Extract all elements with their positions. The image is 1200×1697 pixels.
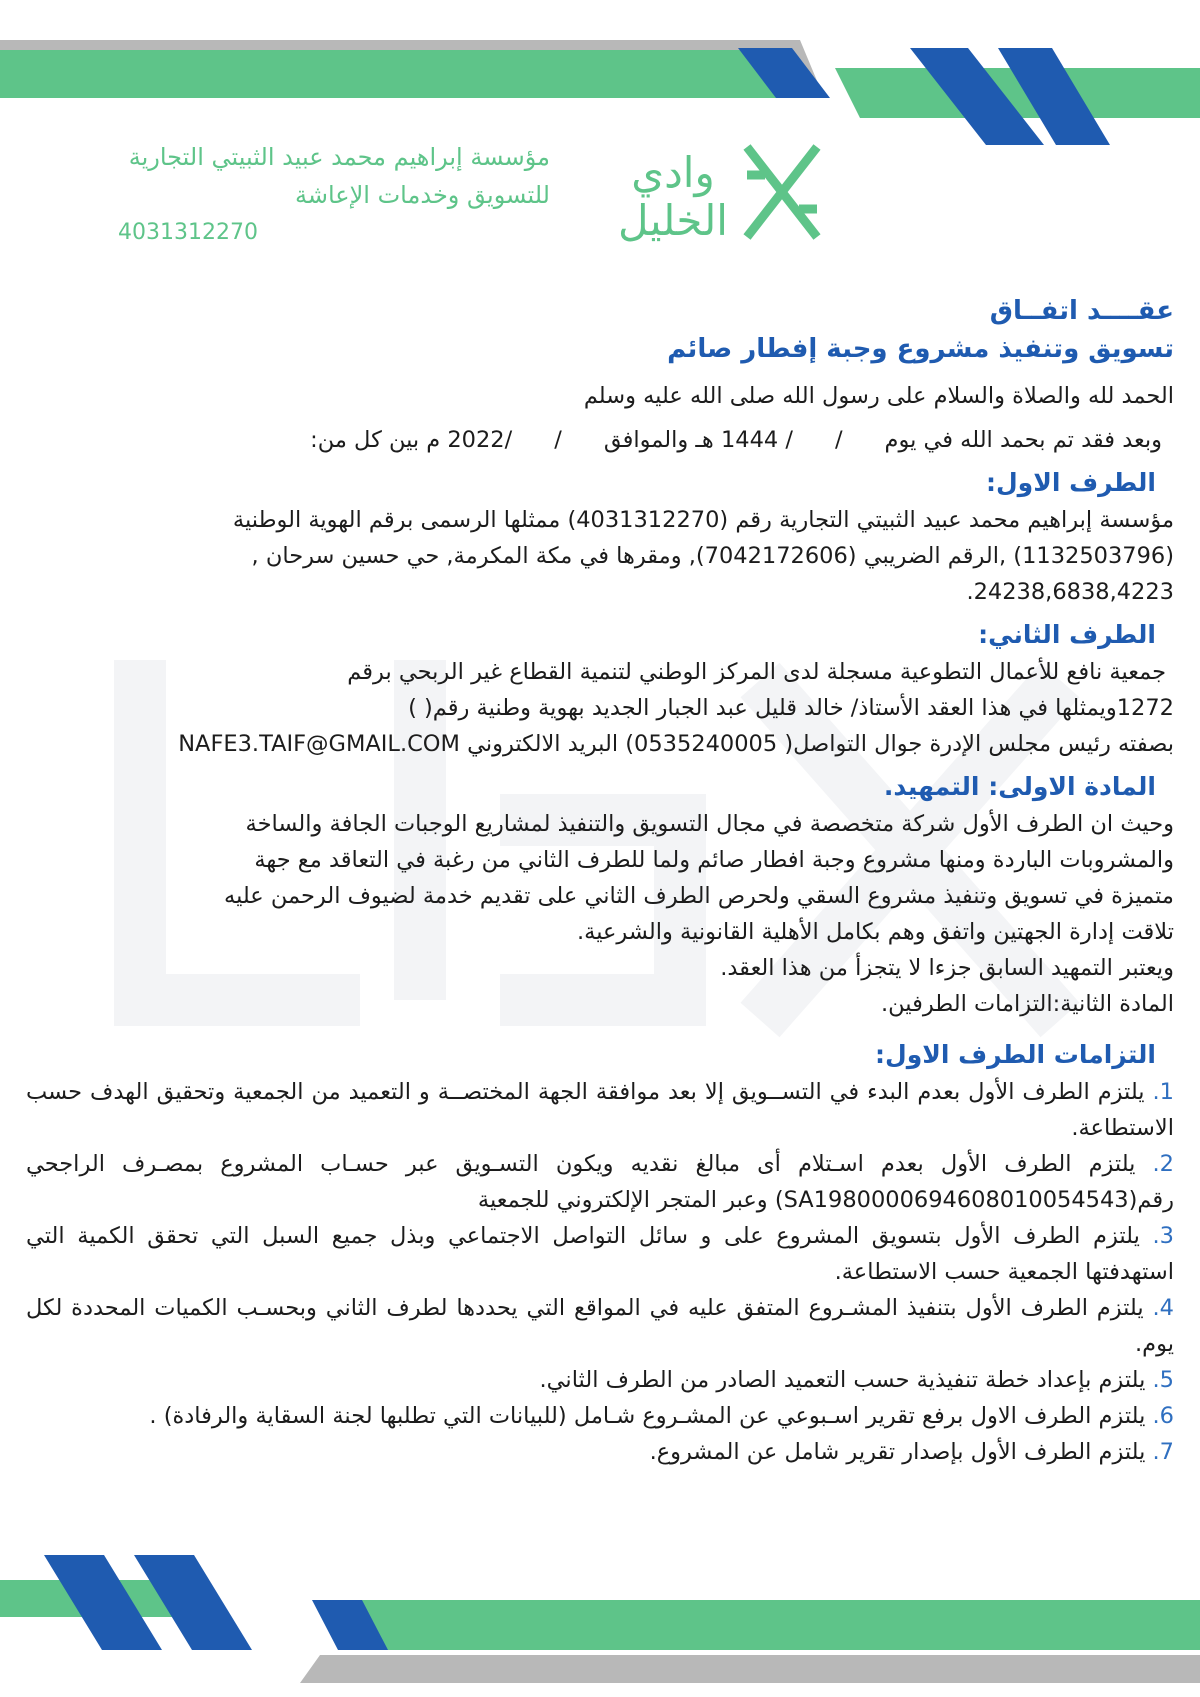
date-part: /2022 م بين كل من: xyxy=(310,427,513,453)
obligation-number: 1. xyxy=(1152,1079,1174,1105)
commercial-register-number: 4031312270 xyxy=(118,220,258,245)
obligation-text: يلتزم الطرف الأول بتنفيذ المشـروع المتفق عليه في المواقع التي يحددها لطرف الثاني وبحسـب الكميات المحددة لكل يوم. xyxy=(26,1295,1174,1357)
contract-subtitle: تسويق وتنفيذ مشروع وجبة إفطار صائم xyxy=(667,334,1174,364)
contract-title: عقــــد اتفــاق xyxy=(989,296,1174,326)
obligation-item xyxy=(26,1398,1174,1434)
obligations-heading: التزامات الطرف الاول: xyxy=(875,1040,1156,1069)
obligation-text: يلتزم الطرف الأول بعدم اسـتلام أى مبالغ نقديه ويكون التسـويق عبر حسـاب المشروع بمصـرف الراجحي رقم(SA1980000694608010054543) وعبر المتجر الإلكتروني للجمعية xyxy=(26,1151,1174,1213)
party2-line: جمعية نافع للأعمال التطوعية مسجلة لدى المركز الوطني لتنمية القطاع غير الربحي برقم xyxy=(347,659,1166,685)
obligation-text: يلتزم الطرف الأول بعدم البدء في التســويق إلا بعد موافقة الجهة المختصــة و التعميد من الجمعية وتحقيق الهدف حسب الاستطاعة. xyxy=(26,1079,1174,1141)
obligation-item xyxy=(26,1218,1174,1290)
gray-stripe-bottom xyxy=(300,1655,1200,1683)
obligation-number: 3. xyxy=(1152,1223,1174,1249)
green-stripe-left xyxy=(0,50,805,98)
logo-mark-icon xyxy=(747,147,817,237)
contract-body xyxy=(26,292,1174,1470)
party1-line: 24238,6838,4223. xyxy=(966,579,1174,605)
article1-line: متميزة في تسويق وتنفيذ مشروع السقي ولحرص الطرف الثاني على تقديم خدمة لضيوف الرحمن عليه xyxy=(224,883,1174,909)
obligation-item xyxy=(26,1290,1174,1362)
article1-heading: المادة الاولى: التمهيد. xyxy=(883,772,1156,801)
logo-wordmark-2: الخليل xyxy=(618,196,728,245)
obligation-text: يلتزم الطرف الأول بإصدار تقرير شامل عن المشروع. xyxy=(649,1439,1146,1465)
party2-line: بصفته رئيس مجلس الإدرة جوال التواصل( 0535240005) البريد الالكتروني NAFE3.TAIF@GMAIL.COM xyxy=(178,731,1174,757)
green-stripe-bottom-right xyxy=(340,1600,1200,1650)
header-decoration xyxy=(0,0,1200,150)
obligation-item xyxy=(26,1146,1174,1218)
obligation-item xyxy=(26,1434,1174,1470)
article1-line: وحيث ان الطرف الأول شركة متخصصة في مجال التسويق والتنفيذ لمشاريع الوجبات الجافة والساخة xyxy=(245,811,1174,837)
obligation-number: 7. xyxy=(1152,1439,1174,1465)
party1-heading: الطرف الاول: xyxy=(985,468,1156,497)
company-activity: للتسويق وخدمات الإعاشة xyxy=(294,181,550,209)
party1-line: مؤسسة إبراهيم محمد عبيد الثبيتي التجارية رقم (4031312270) ممثلها الرسمى برقم الهوية الوطنية xyxy=(232,507,1174,533)
date-line xyxy=(26,422,1174,458)
obligation-text: يلتزم بإعداد خطة تنفيذية حسب التعميد الصادر من الطرف الثاني. xyxy=(539,1367,1146,1393)
obligation-text: يلتزم الطرف الأول بتسويق المشروع على و سائل التواصل الاجتماعي وبذل جميع السبل التي تحقق الكمية التي استهدفتها الجمعية حسب الاستطاعة. xyxy=(26,1223,1174,1285)
obligation-number: 2. xyxy=(1152,1151,1174,1177)
obligation-number: 5. xyxy=(1152,1367,1174,1393)
date-part: / 1444 هـ والموافق xyxy=(603,427,793,453)
party2-line: 1272ويمثلها في هذا العقد الأستاذ/ خالد قليل عبد الجبار الجديد بهوية وطنية رقم( ) xyxy=(408,695,1174,721)
logo-wordmark-1: وادي xyxy=(631,148,715,197)
article1-line: تلاقت إدارة الجهتين واتفق وهم بكامل الأهلية القانونية والشرعية. xyxy=(577,919,1174,945)
company-header xyxy=(40,138,550,252)
date-part: / xyxy=(554,427,562,453)
company-logo xyxy=(605,135,825,250)
obligation-item xyxy=(26,1362,1174,1398)
obligation-text: يلتزم الطرف الاول برفع تقرير اسـبوعي عن المشـروع شـامل (للبيانات التي تطلبها لجنة السقاية والرفادة) . xyxy=(149,1403,1146,1429)
opening-line: الحمد لله والصلاة والسلام على رسول الله صلى الله عليه وسلم xyxy=(583,383,1174,409)
date-part: / xyxy=(834,427,843,453)
party2-heading: الطرف الثاني: xyxy=(978,620,1156,649)
article2-line: المادة الثانية:التزامات الطرفين. xyxy=(881,991,1174,1017)
article1-line: ويعتبر التمهيد السابق جزءا لا يتجزأ من هذا العقد. xyxy=(720,955,1174,981)
obligation-item xyxy=(26,1074,1174,1146)
footer-decoration xyxy=(0,1555,1200,1697)
article1-line: والمشروبات الباردة ومنها مشروع وجبة افطار صائم ولما للطرف الثاني من رغبة في التعاقد مع جهة xyxy=(254,847,1174,873)
obligation-number: 4. xyxy=(1152,1295,1174,1321)
obligation-number: 6. xyxy=(1152,1403,1174,1429)
company-name: مؤسسة إبراهيم محمد عبيد الثبيتي التجارية xyxy=(128,143,550,171)
party1-line: (1132503796) ,الرقم الضريبي (7042172606), ومقرها في مكة المكرمة, حي حسين سرحان , xyxy=(251,543,1174,569)
date-part: وبعد فقد تم بحمد الله في يوم xyxy=(884,427,1162,453)
